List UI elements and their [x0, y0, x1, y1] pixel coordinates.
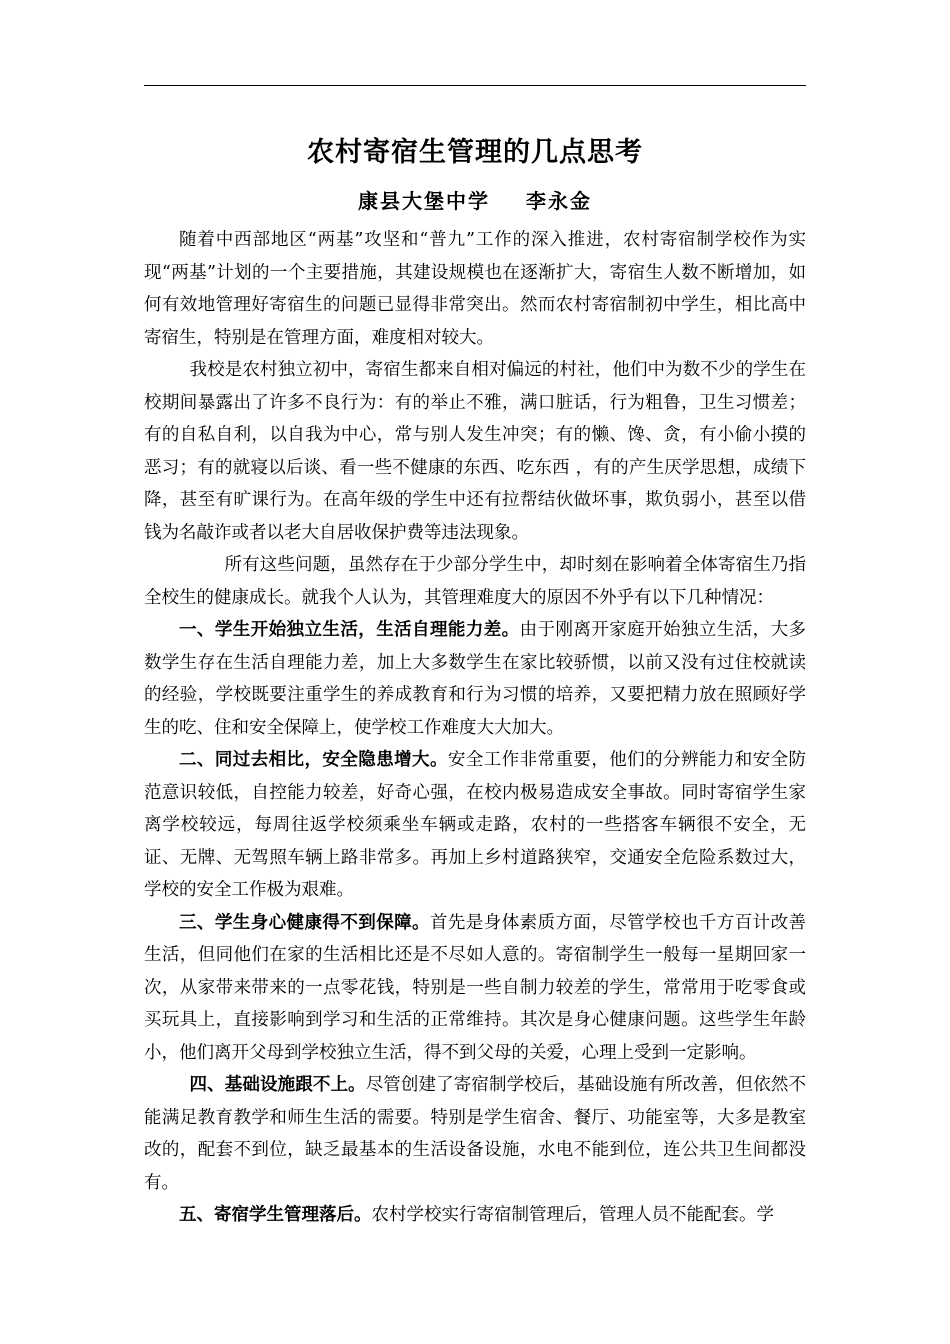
byline: [144, 185, 806, 214]
paragraph: [144, 354, 806, 549]
section-heading: 五、寄宿学生管理落后。: [179, 1205, 372, 1225]
paragraph: [144, 224, 806, 354]
paragraph: [144, 614, 806, 744]
paragraph-text: 所有这些问题，虽然存在于少部分学生中，却时刻在影响着全体寄宿生乃指全校生的健康成长。就我个人认为，其管理难度大的原因不外乎有以下几种情况：: [144, 555, 806, 608]
paragraph: [144, 744, 806, 907]
paragraph-text: 尽管创建了寄宿制学校后，基础设施有所改善，但依然不能满足教育教学和师生生活的需要。特别是学生宿舍、餐厅、功能室等，大多是教室改的，配套不到位，缺乏最基本的生活设备设施，水电不能到位，连公共卫生间都没有。: [144, 1075, 807, 1193]
paragraph-text: 农村学校实行寄宿制管理后，管理人员不能配套。学: [371, 1205, 774, 1225]
paragraph: [144, 1199, 806, 1232]
paragraph-text: 首先是身体素质方面，尽管学校也千方百计改善生活，但同他们在家的生活相比还是不尽如人意的。寄宿制学生一般每一星期回家一次，从家带来带来的一点零花钱，特别是一些自制力较差的学生，常常用于吃零食或买玩具上，直接影响到学习和生活的正常维持。其次是身心健康问题。这些学生年龄小，他们离开父母到学校独立生活，得不到父母的关爱，心理上受到一定影响。: [144, 912, 807, 1063]
section-heading: 二、同过去相比，安全隐患增大。: [179, 750, 448, 770]
section-heading: 一、学生开始独立生活，生活自理能力差。: [179, 620, 520, 640]
paragraph-text: 由于刚离开家庭开始独立生活，大多数学生存在生活自理能力差，加上大多数学生在家比较骄惯，以前又没有过住校就读的经验，学校既要注重学生的养成教育和行为习惯的培养，又要把精力放在照顾好学生的吃、住和安全保障上，使学校工作难度大大加大。: [144, 620, 807, 738]
paragraph: [144, 549, 806, 614]
article-body: [144, 224, 806, 1232]
author-name: 李永金: [526, 189, 592, 213]
paragraph-text: 我校是农村独立初中，寄宿生都来自相对偏远的村社，他们中为数不少的学生在校期间暴露出了许多不良行为：有的举止不雅，满口脏话，行为粗鲁，卫生习惯差；有的自私自利，以自我为中心，常与别人发生冲突；有的懒、馋、贪，有小偷小摸的恶习；有的就寝以后谈、看一些不健康的东西、吃东西 ，有的产生厌学思想，成绩下降，甚至有旷课行为。在高年级的学生中还有拉帮结伙做坏事，欺负弱小，甚至以借钱为名敲诈或者以老大自居收保护费等违法现象。: [144, 360, 806, 543]
header-rule: [144, 85, 806, 86]
section-heading: 四、基础设施跟不上。: [189, 1075, 366, 1095]
paragraph-text: 安全工作非常重要，他们的分辨能力和安全防范意识较低，自控能力较差，好奇心强，在校内极易造成安全事故。同时寄宿学生家离学校较远，每周往返学校须乘坐车辆或走路，农村的一些搭客车辆很不安全，无证、无牌、无驾照车辆上路非常多。再加上乡村道路狭窄，交通安全危险系数过大，学校的安全工作极为艰难。: [144, 750, 807, 900]
paragraph: [144, 1069, 806, 1199]
paragraph-text: 随着中西部地区“两基”攻坚和“普九”工作的深入推进，农村寄宿制学校作为实现“两基”计划的一个主要措施，其建设规模也在逐渐扩大，寄宿生人数不断增加，如何有效地管理好寄宿生的问题已显得非常突出。然而农村寄宿制初中学生，相比高中寄宿生，特别是在管理方面，难度相对较大。: [144, 230, 806, 348]
school-name: 康县大堡中学: [358, 189, 490, 213]
page-title: 农村寄宿生管理的几点思考: [307, 137, 643, 168]
section-heading: 三、学生身心健康得不到保障。: [179, 912, 430, 933]
paragraph: [144, 907, 806, 1070]
